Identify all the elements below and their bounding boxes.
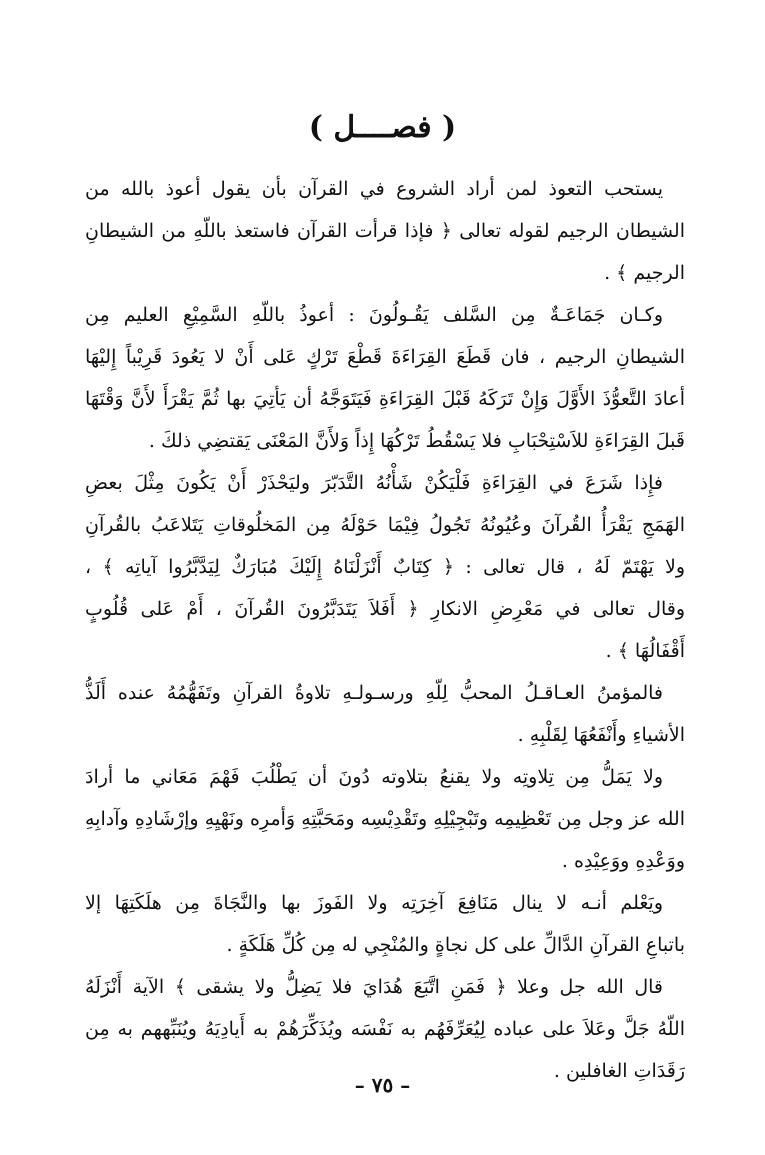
text-line: فإِذا شَرَعَ في القِرَاءَةِ فَلْيَكُنْ شَأْنُهُ التَّدَبّرَ وليَحْذَرْ أَنْ يَكُونَ مِثْلَ بعضِ bbox=[85, 472, 663, 494]
text-line: فالمؤمنُ العـاقـلُ المحبُّ لِلّهِ ورسـولـهِ تلاوةُ القرآنِ وتَفَهُّمُهُ عنده أَلَذُّ bbox=[85, 682, 663, 704]
text-line: أعادَ التَّعوُّذَ الأَوَّلَ وَإِنْ تَرَكَهُ قَبْلَ القِرَاءَةِ فَيَتَوَجَّهُ أن يَأتِيَ بها ثُمَّ يَقْرَأَ لأَنَّ وَقْتَهَا bbox=[85, 388, 685, 410]
text-line: ووَعْدِهِ ووَعِيْدِه . bbox=[561, 850, 685, 872]
text-line: يستحب التعوذ لمن أراد الشروع في القرآن بأن يقول أعوذ بالله من bbox=[85, 178, 663, 200]
text-line: رَقَدَاتِ الغافلين . bbox=[553, 1060, 685, 1082]
text-line: الأشياءِ وأَنْفَعُهَا لِقَلْبِهِ . bbox=[517, 724, 685, 746]
text-line: أَقْفَالُهَا ﴾ . bbox=[605, 640, 685, 662]
text-line: الله عز وجل مِن تَعْظِيمِه وتَبْجِيْلِهِ وتَقْدِيْسِه ومَحَبَّتِهِ وَأمرِه ونَهْيِهِ وإرْشَادِهِ وآدابِهِ bbox=[85, 808, 685, 830]
page-number: – ٧٥ – bbox=[354, 1073, 411, 1097]
text-line: الشيطانِ الرجيم ، فان قَطَعَ القِرَاءَةَ قَطْعَ تَرْكٍ عَلى أَنْ لا يَعُودَ قَرِيْباً إِليْهَا bbox=[85, 346, 685, 368]
text-line: وقال تعالى في مَعْرِضِ الانكارِ ﴿ أَفَلاَ يَتَدَبَّرُونَ القُرآنَ ، أَمْ عَلى قُلُوبٍ bbox=[85, 598, 685, 620]
text-line: باتباعِ القرآنِ الدَّالِّ على كل نجاةٍ والمُنْجِي له مِن كُلِّ هَلَكَةٍ . bbox=[226, 934, 685, 956]
text-line: قَبلَ القِرَاءَةِ للاَسْتِحْبَابِ فلا يَسْقُطُ تَرْكُهَا إِذاً وَلأَنَّ المَعْنَى يَقتضِي ذلكَ . bbox=[148, 430, 685, 452]
section-heading: ( فصــــل ) bbox=[308, 110, 457, 145]
text-line: الهَمَجِ يَقْرَأُ القُرآنَ وعُيُونُهُ تَجُولُ فِيْمَا حَوْلَهُ مِن المَخلُوقاتِ يَتَلاعَبُ بالقُرآنِ bbox=[85, 514, 685, 536]
text-line: ولا يَمَلُّ مِن تِلاوتِه ولا يقنعُ بتلاوته دُونَ أن يَطْلُبَ فَهْمَ مَعَاني ما أرادَ bbox=[85, 766, 663, 788]
text-line: ويَعْلم أنـه لا ينال مَنَافِعَ آخِرَتِه ولا الفَوزَ بها والنَّجَاةَ مِن هلَكَتِهَا إلا bbox=[85, 892, 663, 914]
text-line: ولا يَهْتَمّ لَهُ ، قال تعالى : ﴿ كِتَابٌ أَنْزَلْنَاهُ إِلَيْكَ مُبَارَكٌ لِيَدَّبَّرُوا آياتِه ﴾ ، bbox=[85, 556, 685, 578]
text-line: اللّهُ جَلَّ وعَلاَ على عباده لِيُعَرِّفَهُم به نَفْسَه ويُذَكِّرَهُمْ به أَيادِيَهُ ويُنَبِّههم به مِن bbox=[85, 1018, 685, 1040]
text-line: الشيطان الرجيم لقوله تعالى ﴿ فإذا قرأت القرآن فاستعذ باللّهِ من الشيطانِ bbox=[85, 220, 685, 242]
text-line: الرجيم ﴾ . bbox=[604, 262, 685, 284]
body-text bbox=[85, 168, 685, 1092]
text-line: قال الله جل وعلا ﴿ فَمَنِ اتَّبَعَ هُدَايَ فلا يَضِلُّ ولا يشقى ﴾ الآية أَنْزَلَهُ bbox=[85, 976, 663, 998]
text-line: وكـان جَمَاعَـةٌ مِن السَّلف يَقُـولُونَ : أعوذُ باللّهِ السَّمِيْعِ العليم مِن bbox=[85, 304, 663, 326]
